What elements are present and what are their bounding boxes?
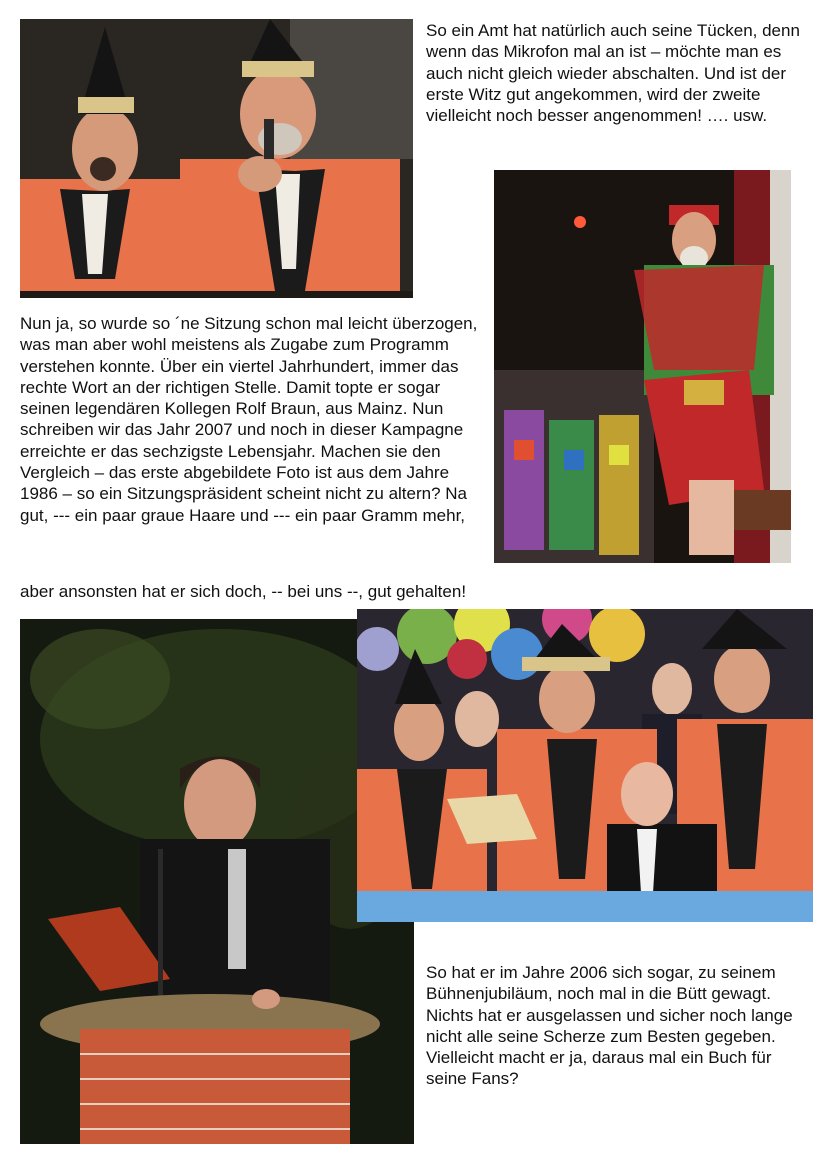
photo-two-presidents-1986	[20, 19, 413, 298]
paragraph-closing: So hat er im Jahre 2006 sich sogar, zu seinem Bühnenjubiläum, noch mal in die Bütt gewagt. Nichts hat er ausgelassen und sicher noch lange nicht alle seine Scherze zum Besten gegeben. Vielleicht macht er ja, daraus mal ein Buch für seine Fans?	[426, 963, 793, 1089]
photo-council-table	[357, 609, 813, 922]
paragraph-intro: So ein Amt hat natürlich auch seine Tücken, denn wenn das Mikrofon mal an ist – möchte man es auch nicht gleich wieder abschalten. Und ist der erste Witz gut angekommen, wird der zweite vielleicht noch besser angenommen! …. usw.	[426, 21, 800, 126]
photo-buett-speaker	[20, 619, 414, 1144]
photo-kilt-performance	[494, 170, 791, 563]
paragraph-middle-end: aber ansonsten hat er sich doch, -- bei uns --, gut gehalten!	[20, 582, 467, 601]
paragraph-middle: Nun ja, so wurde so ´ne Sitzung schon mal leicht überzogen, was man aber wohl meistens als Zugabe zum Programm verstehen konnte. Über ein viertel Jahrhundert, immer das rechte Wort an der richtigen Stelle. Damit topte er sogar seinen legendären Kollegen Rolf Braun, aus Mainz. Nun schreiben wir das Jahr 2007 und noch in dieser Kampagne erreichte er das sechzigste Lebensjahr. Machen sie den Vergleich – das erste abgebildete Foto ist aus dem Jahre 1986 – so ein Sitzungspräsident scheint nicht zu altern? Na gut, --- ein paar graue Haare und --- ein paar Gramm mehr,	[20, 314, 478, 525]
